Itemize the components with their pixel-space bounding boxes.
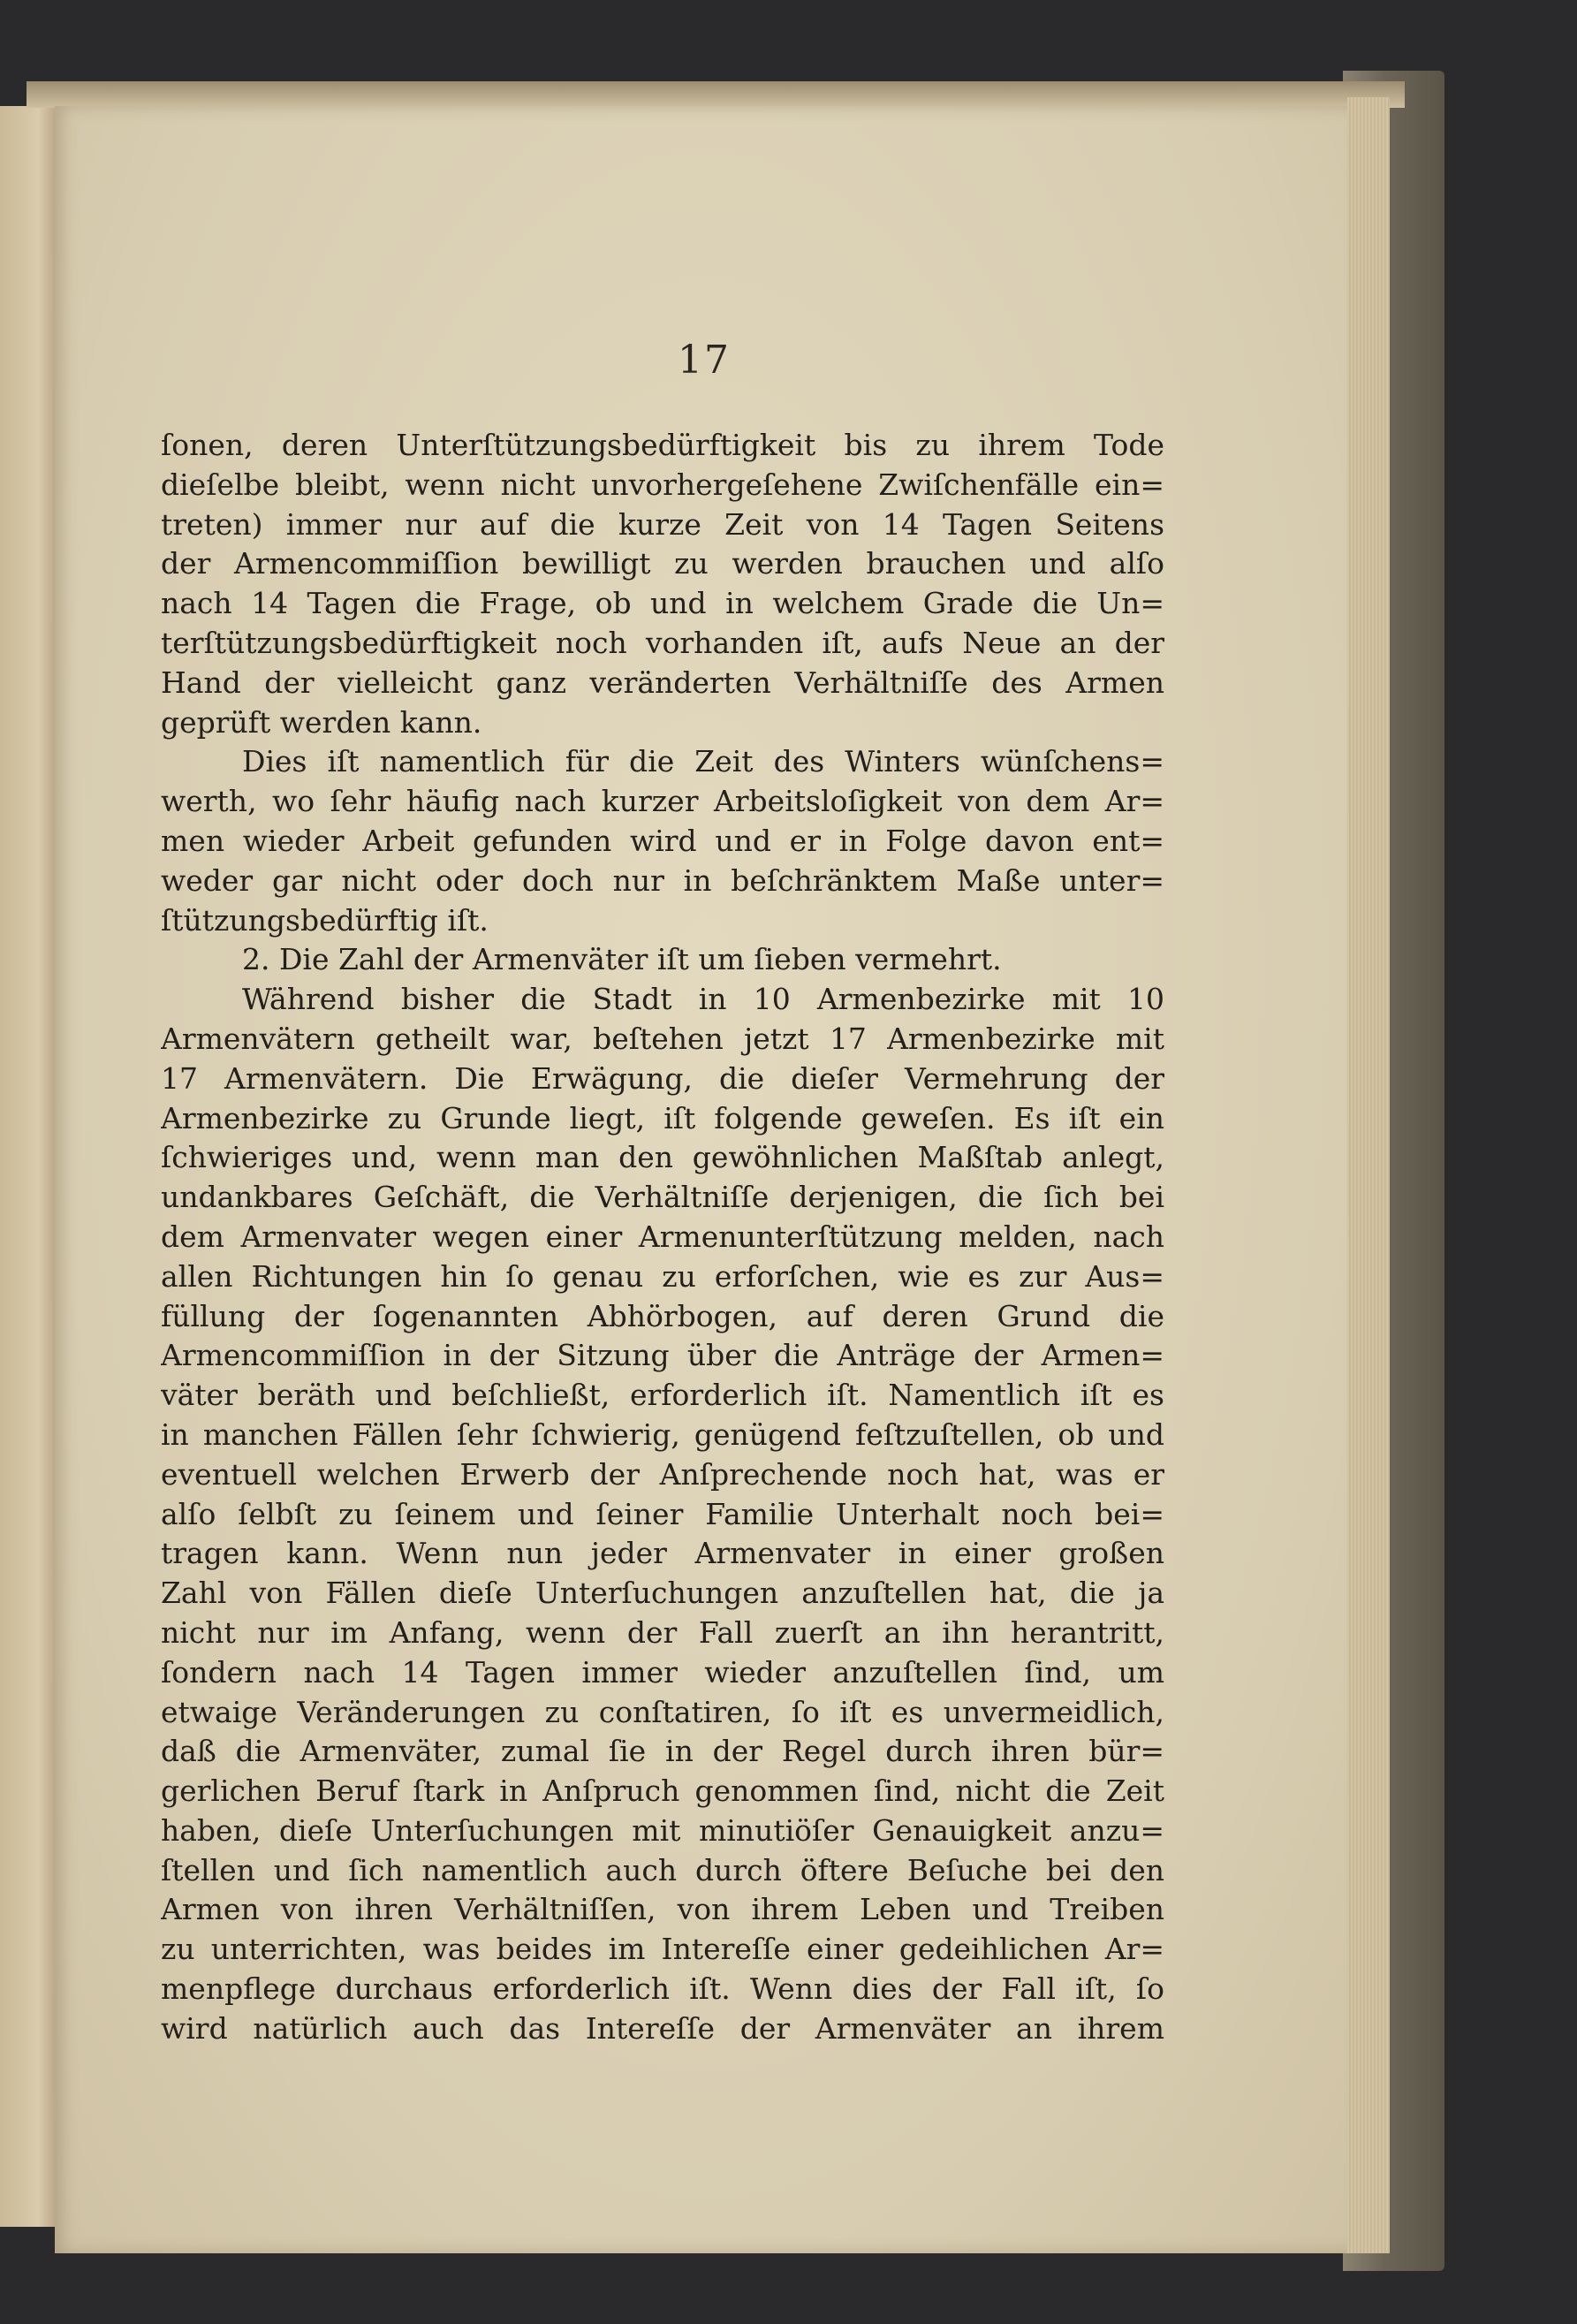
text-line: der Armencommiſſion bewilligt zu werden brauchen und alſo <box>161 546 1164 581</box>
text-line: tragen kann. Wenn nun jeder Armenvater in einer großen <box>161 1536 1164 1571</box>
text-line: Armencommiſſion in der Sitzung über die Anträge der Armen= <box>161 1338 1164 1373</box>
text-line: 2. Die Zahl der Armenväter iſt um ſieben vermehrt. <box>242 942 1002 977</box>
text-line: dieſelbe bleibt, wenn nicht unvorhergeſehene Zwiſchenfälle ein= <box>161 467 1164 502</box>
body-text <box>161 426 1164 2049</box>
text-line: werth, wo ſehr häufig nach kurzer Arbeitsloſigkeit von dem Ar= <box>161 784 1164 819</box>
text-line: Armenvätern getheilt war, beſtehen jetzt 17 Armenbezirke mit <box>161 1021 1164 1056</box>
text-line: undankbares Geſchäft, die Verhältniſſe derjenigen, die ſich bei <box>161 1180 1164 1215</box>
text-line: väter beräth und beſchließt, erforderlich iſt. Namentlich iſt es <box>161 1378 1164 1413</box>
text-line: ſchwieriges und, wenn man den gewöhnlichen Maßſtab anlegt, <box>161 1140 1164 1175</box>
text-line: geprüft werden kann. <box>161 704 482 740</box>
text-line: 17 Armenvätern. Die Erwägung, die dieſer Vermehrung der <box>161 1060 1164 1096</box>
text-line: daß die Armenväter, zumal ſie in der Regel durch ihren bür= <box>161 1734 1164 1769</box>
text-line: Während bisher die Stadt in 10 Armenbezirke mit 10 <box>242 982 1164 1017</box>
text-line: wird natürlich auch das Intereſſe der Armenväter an ihrem <box>161 2010 1164 2046</box>
left-facing-page-edge <box>0 106 57 2227</box>
text-line: ſonen, deren Unterſtützungsbedürftigkeit bis zu ihrem Tode <box>161 428 1164 462</box>
text-line: Hand der vielleicht ganz veränderten Verhältniſſe des Armen <box>161 665 1164 700</box>
text-line: Zahl von Fällen dieſe Unterſuchungen anzuſtellen hat, die ja <box>161 1576 1164 1611</box>
text-line: etwaige Veränderungen zu conſtatiren, ſo iſt es unvermeidlich, <box>161 1694 1164 1729</box>
page-top-edge <box>27 81 1405 108</box>
text-line: füllung der ſogenannten Abhörbogen, auf deren Grund die <box>161 1298 1164 1333</box>
book-page <box>55 106 1353 2253</box>
text-line: weder gar nicht oder doch nur in beſchränktem Maße unter= <box>161 862 1164 898</box>
text-line: in manchen Fällen ſehr ſchwierig, genügend feſtzuſtellen, ob und <box>161 1416 1164 1452</box>
text-line: Dies iſt namentlich für die Zeit des Winters wünſchens= <box>242 744 1164 779</box>
text-line: haben, dieſe Unterſuchungen mit minutiöſer Genauigkeit anzu= <box>161 1812 1164 1848</box>
text-line: gerlichen Beruf ſtark in Anſpruch genommen ſind, nicht die Zeit <box>161 1773 1164 1809</box>
text-line: terſtützungsbedürftigkeit noch vorhanden iſt, aufs Neue an der <box>161 625 1164 660</box>
text-line: nicht nur im Anfang, wenn der Fall zuerſt an ihn herantritt, <box>161 1614 1164 1650</box>
text-line: zu unterrichten, was beides im Intereſſe einer gedeihlichen Ar= <box>161 1932 1164 1967</box>
text-line: ſtützungsbedürftig iſt. <box>161 902 489 938</box>
text-line: Armen von ihren Verhältniſſen, von ihrem Leben und Treiben <box>161 1892 1164 1927</box>
text-line: menpflege durchaus erforderlich iſt. Wenn dies der Fall iſt, ſo <box>161 1971 1164 2007</box>
text-line: dem Armenvater wegen einer Armenunterſtützung melden, nach <box>161 1219 1164 1254</box>
page-stack-edge <box>1347 97 1390 2253</box>
text-line: eventuell welchen Erwerb der Anſprechende noch hat, was er <box>161 1456 1164 1492</box>
text-line: ſondern nach 14 Tagen immer wieder anzuſtellen ſind, um <box>161 1654 1164 1690</box>
text-line: allen Richtungen hin ſo genau zu erforſchen, wie es zur Aus= <box>161 1258 1164 1294</box>
text-line: men wieder Arbeit gefunden wird und er in Folge davon ent= <box>161 823 1164 858</box>
text-line: treten) immer nur auf die kurze Zeit von 14 Tagen Seitens <box>161 506 1164 542</box>
text-line: ſtellen und ſich namentlich auch durch öftere Beſuche bei den <box>161 1852 1164 1887</box>
page-number: 17 <box>678 338 731 383</box>
text-line: nach 14 Tagen die Frage, ob und in welchem Grade die Un= <box>161 586 1164 621</box>
text-line: alſo ſelbſt zu ſeinem und ſeiner Familie Unterhalt noch bei= <box>161 1496 1164 1531</box>
text-line: Armenbezirke zu Grunde liegt, iſt folgende geweſen. Es iſt ein <box>161 1100 1164 1135</box>
